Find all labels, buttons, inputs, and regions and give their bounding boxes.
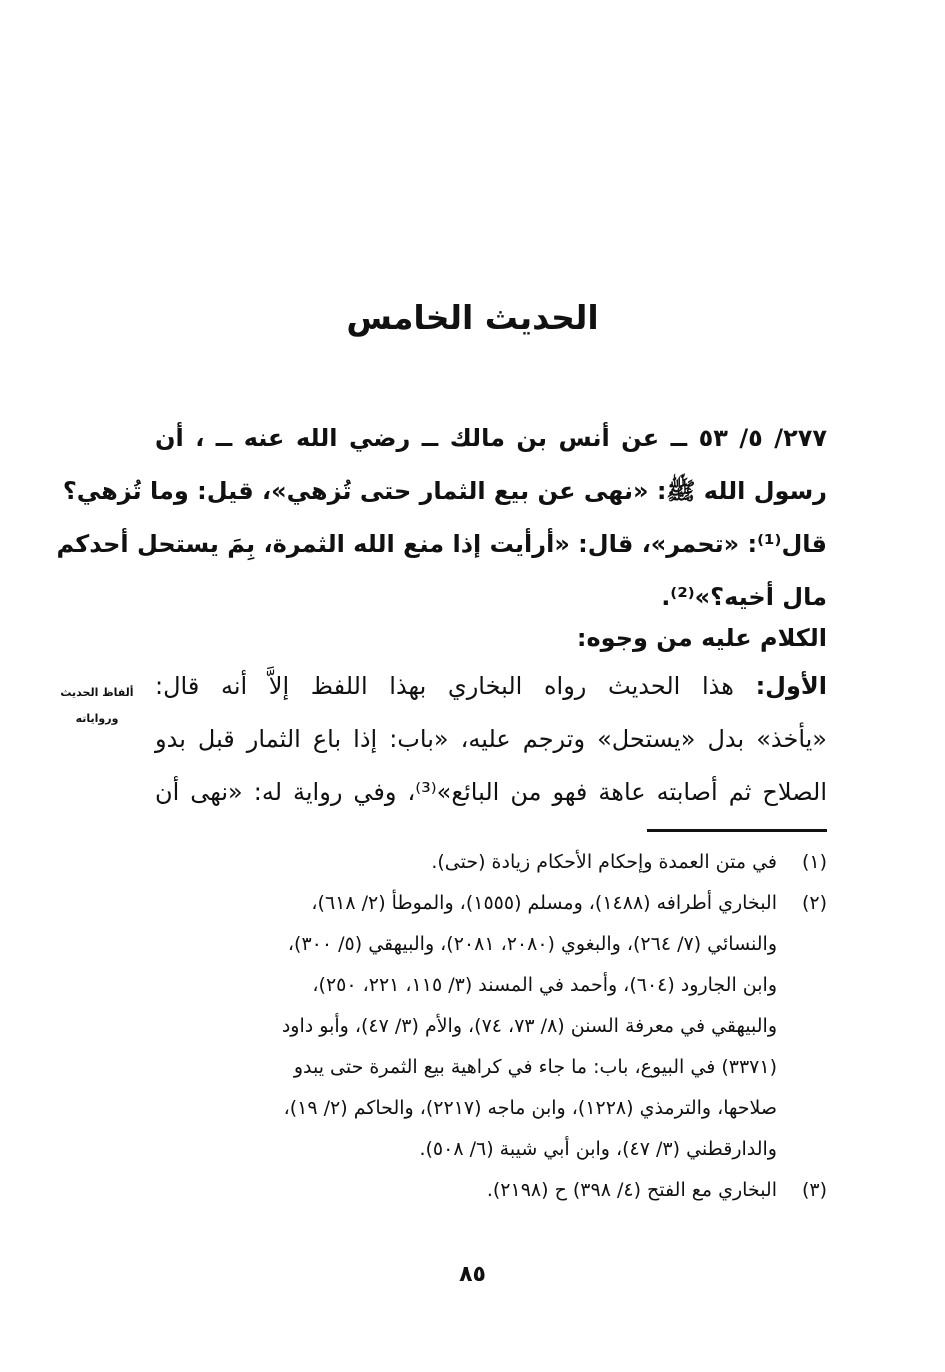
commentary-text xyxy=(155,660,827,819)
footnote-line: والنسائي (٧/ ٢٦٤)، والبغوي (٢٠٨٠، ٢٠٨١)، والبيهقي (٥/ ٣٠٠)، xyxy=(287,933,777,955)
margin-note xyxy=(52,680,142,732)
margin-note-line-1: ألفاظ الحديث xyxy=(60,686,134,699)
footnote-line: صلاحها، والترمذي (١٢٢٨)، وابن ماجه (٢٢١٧)، والحاكم (٢/ ١٩)، xyxy=(283,1097,777,1119)
commentary-line-3: الصلاح ثم أصابته عاهة فهو من البائع»⁽³⁾، وفي رواية له: «نهى أن xyxy=(155,778,828,806)
hadith-line-3: قال⁽¹⁾: «تحمر»، قال: «أرأيت إذا منع الله الثمرة، بِمَ يستحل أحدكم xyxy=(56,530,827,558)
hadith-text xyxy=(56,412,828,624)
section-heading: الكلام عليه من وجوه: xyxy=(576,624,827,652)
footnote-number: (٣) xyxy=(801,1179,827,1201)
footnote-2 xyxy=(147,883,827,1170)
commentary-line-1 xyxy=(155,660,827,713)
page-title: الحديث الخامس xyxy=(346,298,599,337)
footnote-1 xyxy=(147,842,827,883)
commentary-first-word: الأول: xyxy=(755,672,827,700)
footnote-line: والدارقطني (٣/ ٤٧)، وابن أبي شيبة (٦/ ٥٠٨). xyxy=(419,1138,777,1160)
footnote-line: في متن العمدة وإحكام الأحكام زيادة (حتى). xyxy=(431,851,777,873)
footnote-line: البخاري مع الفتح (٤/ ٣٩٨) ح (٢١٩٨). xyxy=(486,1179,777,1201)
footnote-line: والبيهقي في معرفة السنن (٨/ ٧٣، ٧٤)، والأم (٣/ ٤٧)، وأبو داود xyxy=(281,1015,777,1037)
commentary-line-1-text: هذا الحديث رواه البخاري بهذا اللفظ إلاَّ أنه قال: xyxy=(155,672,734,700)
hadith-line-1: ٢٧٧/ ٥/ ٥٣ ــ عن أنس بن مالك ــ رضي الله عنه ــ ، أن xyxy=(155,424,828,452)
footnote-line: (٣٣٧١) في البيوع، باب: ما جاء في كراهية بيع الثمرة حتى يبدو xyxy=(293,1056,777,1078)
footnote-line: وابن الجارود (٦٠٤)، وأحمد في المسند (٣/ ١١٥، ٢٢١، ٢٥٠)، xyxy=(312,974,777,996)
footnote-number: (٢) xyxy=(801,892,827,914)
hadith-line-2: رسول الله ﷺ: «نهى عن بيع الثمار حتى تُزهي»، قيل: وما تُزهي؟ xyxy=(62,477,827,505)
page-number: ٨٥ xyxy=(459,1262,486,1287)
footnote-3 xyxy=(147,1170,827,1211)
margin-note-line-2: ورواياته xyxy=(75,712,119,725)
footnote-divider xyxy=(647,829,827,832)
footnote-line: البخاري أطرافه (١٤٨٨)، ومسلم (١٥٥٥)، والموطأ (٢/ ٦١٨)، xyxy=(311,892,777,914)
footnotes xyxy=(147,842,827,1211)
hadith-line-4: مال أخيه؟»⁽²⁾. xyxy=(661,583,827,611)
commentary-line-2: «يأخذ» بدل «يستحل» وترجم عليه، «باب: إذا باع الثمار قبل بدو xyxy=(155,725,827,753)
footnote-number: (١) xyxy=(801,851,827,873)
